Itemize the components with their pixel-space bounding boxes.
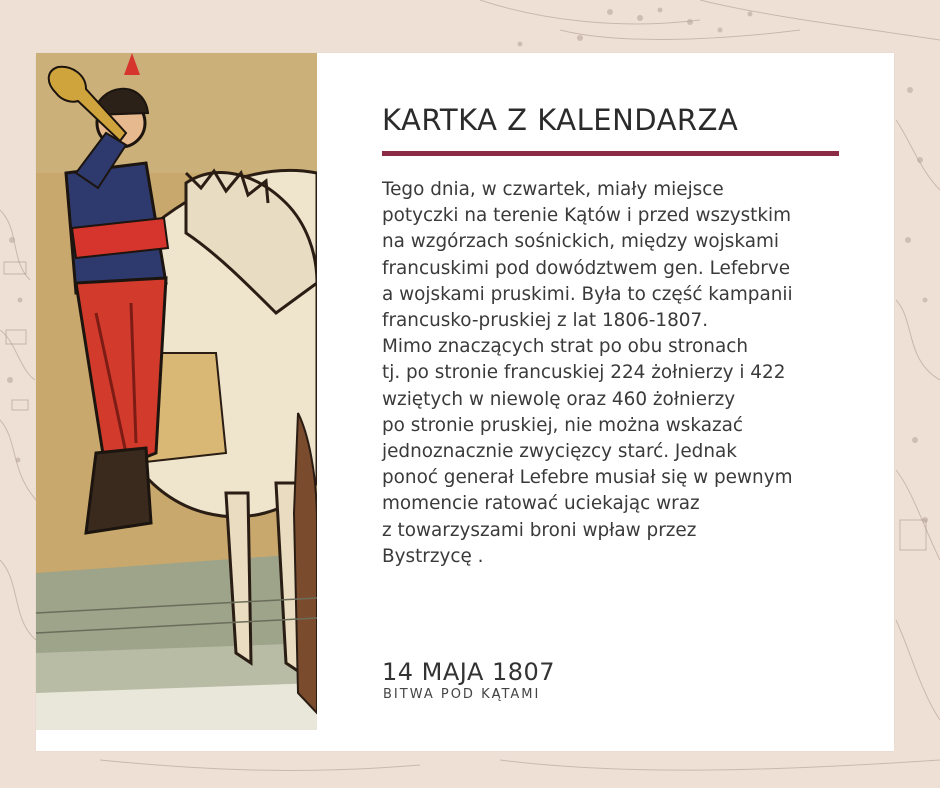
body-line: z towarzyszami broni wpław przez	[382, 519, 697, 541]
body-line: potyczki na terenie Kątów i przed wszystkim	[382, 205, 792, 227]
body-line: na wzgórzach sośnickich, między wojskami	[382, 231, 779, 253]
body-line: momencie ratować uciekając wraz	[382, 493, 700, 515]
trumpeter-on-horseback-illustration	[36, 53, 317, 730]
event-subtitle: BITWA POD KĄTAMI	[383, 687, 541, 702]
body-line: francuskimi pod dowództwem gen. Lefebrve	[382, 257, 791, 279]
body-line: po stronie pruskiej, nie można wskazać	[382, 414, 744, 436]
body-line: ponoć generał Lefebre musiał się w pewnym	[382, 467, 793, 489]
page-title: KARTKA Z KALENDARZA	[382, 103, 739, 137]
title-divider	[382, 151, 839, 156]
body-line: a wojskami pruskimi. Była to część kampanii	[382, 283, 793, 305]
event-date: 14 MAJA 1807	[382, 658, 556, 686]
body-line: jednoznacznie zwycięzcy starć. Jednak	[382, 441, 737, 463]
body-line: Bystrzycę .	[382, 545, 484, 567]
body-line: Tego dnia, w czwartek, miały miejsce	[382, 179, 724, 200]
body-line: Mimo znaczących strat po obu stronach	[382, 336, 748, 358]
body-line: francusko-pruskiej z lat 1806-1807.	[382, 310, 709, 332]
calendar-card	[36, 53, 894, 751]
body-text	[382, 177, 852, 570]
body-line: tj. po stronie francuskiej 224 żołnierzy i 422	[382, 362, 786, 384]
body-line: wziętych w niewolę oraz 460 żołnierzy	[382, 388, 736, 410]
